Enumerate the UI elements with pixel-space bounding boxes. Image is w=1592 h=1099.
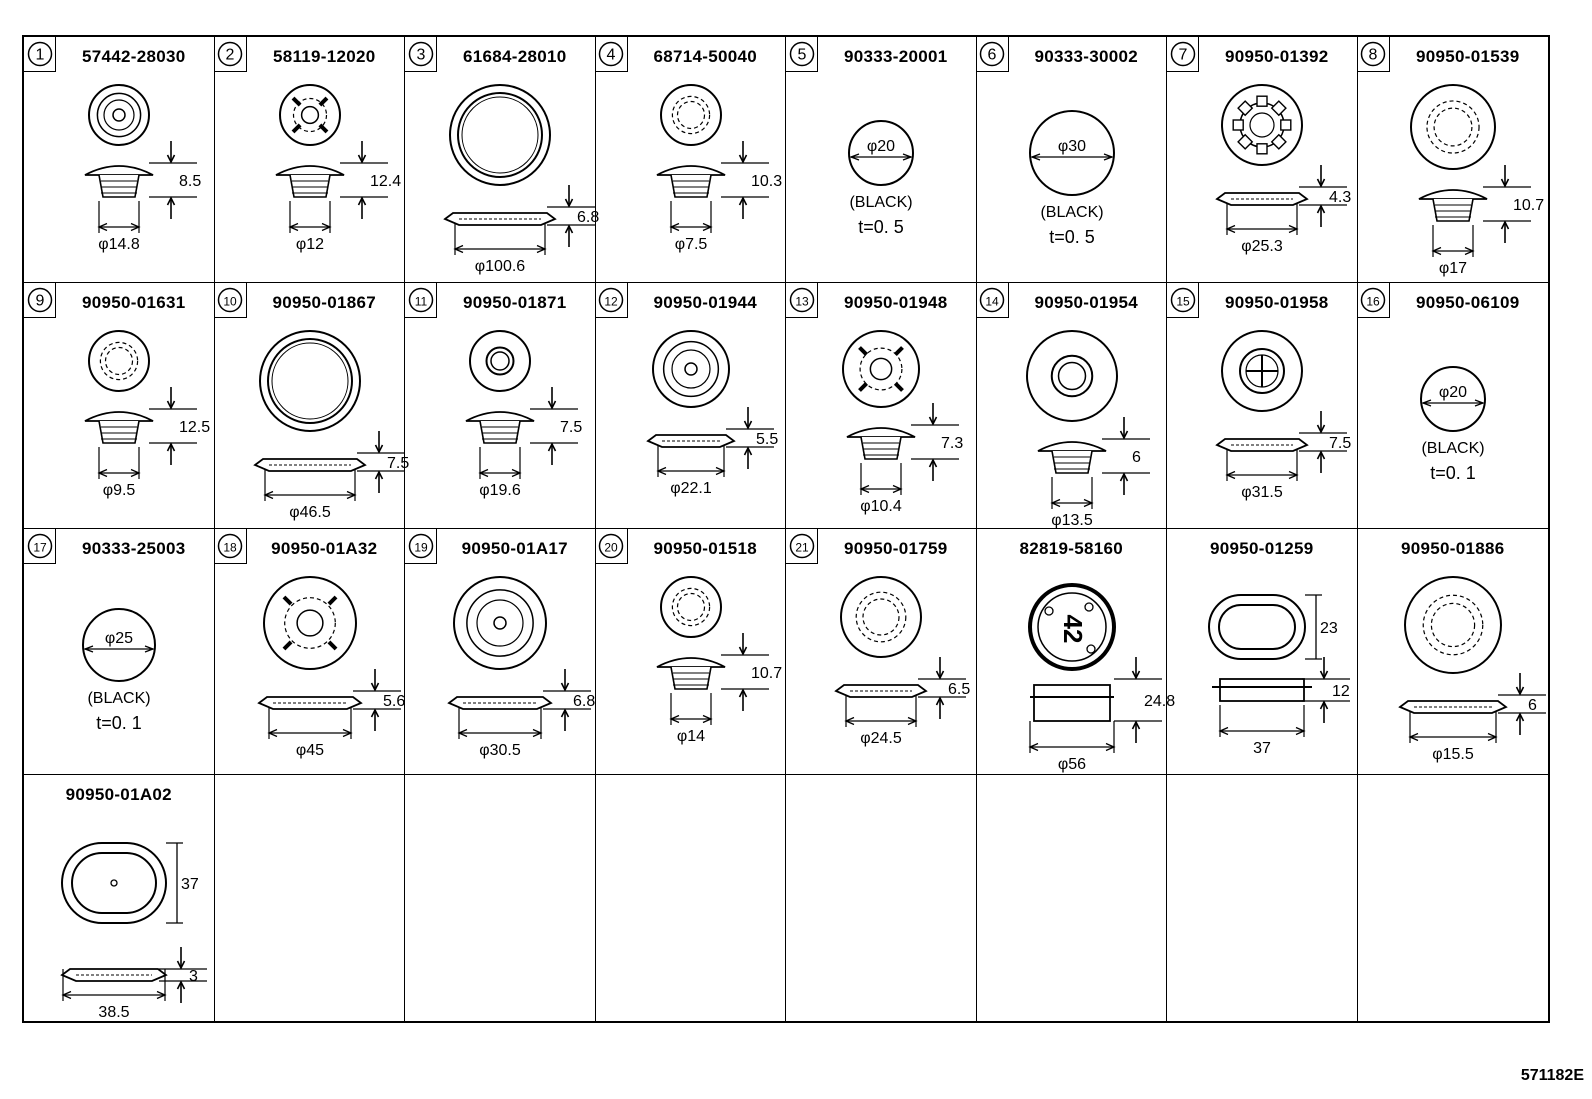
part-cell [24, 775, 215, 1021]
ref-number-badge [596, 283, 628, 318]
ref-number: 5 [797, 46, 806, 64]
height-label: 6.8 [577, 209, 600, 226]
ref-number-badge [405, 529, 437, 564]
height-label: 6.8 [573, 693, 596, 710]
ref-number-badge [786, 37, 818, 72]
part-cell [596, 529, 787, 775]
ref-number: 3 [416, 46, 425, 64]
part-number: 90950-01259 [1209, 539, 1314, 558]
ref-number-badge [24, 283, 56, 318]
part-number: 58119-12020 [272, 47, 376, 66]
empty-cell [1167, 775, 1358, 1021]
height-label: 6 [1527, 697, 1537, 714]
part-figure [215, 321, 409, 527]
part-figure [1358, 75, 1549, 281]
thickness-label: t=0. 5 [1048, 227, 1095, 247]
height-label: 4.3 [1329, 189, 1352, 206]
height-label: 10.7 [1512, 197, 1544, 214]
part-figure [596, 567, 787, 773]
part-drawing [445, 85, 599, 275]
part-number: 90950-01944 [653, 293, 757, 312]
diameter-label: φ25 [104, 630, 134, 647]
ref-number-badge [215, 529, 247, 564]
diameter-label: φ56 [1057, 756, 1086, 773]
part-number: 90950-01392 [1224, 47, 1329, 66]
ref-number-badge [1358, 37, 1390, 72]
part-drawing [259, 577, 405, 759]
part-drawing [657, 577, 782, 745]
part-figure [1167, 567, 1358, 773]
ref-number: 8 [1368, 46, 1378, 64]
height-label: 12.4 [369, 173, 401, 190]
part-figure [405, 567, 596, 773]
height-label-side: 12 [1332, 683, 1350, 700]
color-label: (BLACK) [1420, 440, 1485, 457]
height-label: 7.5 [1329, 435, 1352, 452]
part-number: 90950-01A02 [65, 785, 172, 804]
color-label: (BLACK) [849, 194, 913, 211]
diameter-label: φ15.5 [1431, 746, 1474, 763]
part-number: 90950-01948 [843, 293, 948, 312]
part-figure [215, 75, 406, 281]
ref-number-badge [215, 283, 247, 318]
part-number: 90950-01958 [1224, 293, 1329, 312]
ref-number-badge [786, 529, 818, 564]
part-cell [1167, 283, 1358, 529]
part-cell [1358, 529, 1549, 775]
height-label: 8.5 [179, 173, 202, 190]
height-label: 5.5 [755, 431, 778, 448]
part-figure [786, 321, 977, 527]
diameter-label: φ17 [1438, 260, 1467, 277]
diameter-label: φ25.3 [1241, 238, 1283, 255]
part-drawing [276, 85, 401, 253]
empty-cell [1358, 775, 1549, 1021]
ref-number-badge [1358, 283, 1390, 318]
part-figure [1358, 321, 1549, 527]
ref-number-badge [24, 529, 56, 564]
ref-number: 19 [413, 540, 428, 555]
part-number: 90950-01539 [1415, 47, 1520, 66]
part-figure [977, 321, 1168, 527]
part-drawing [849, 121, 913, 237]
ref-number: 15 [1175, 294, 1190, 309]
ref-number: 4 [606, 46, 616, 64]
part-cell [24, 37, 215, 283]
diameter-label: φ13.5 [1050, 512, 1093, 529]
ref-number-badge [596, 529, 628, 564]
height-label: 6 [1131, 449, 1141, 466]
part-figure [215, 567, 406, 773]
ref-number: 10 [223, 294, 237, 309]
height-label: 5.6 [382, 693, 405, 710]
diameter-label: φ30 [1057, 138, 1086, 155]
part-cell [596, 37, 787, 283]
part-figure [977, 567, 1175, 773]
height-label: 10.3 [750, 173, 782, 190]
ref-number: 21 [794, 540, 809, 555]
part-drawing [85, 85, 201, 253]
part-cell [786, 283, 977, 529]
part-cell [24, 529, 215, 775]
part-cell [405, 37, 600, 283]
drawing-code: 571182E [1520, 1067, 1584, 1084]
ref-number-badge [24, 37, 56, 72]
ref-number: 20 [604, 540, 618, 555]
part-drawing [1411, 85, 1544, 277]
thickness-label: t=0. 1 [1429, 463, 1476, 483]
height-label: 24.8 [1143, 693, 1175, 710]
part-cell [977, 529, 1175, 775]
diameter-label: φ19.6 [479, 482, 521, 499]
part-number: 90950-01886 [1400, 539, 1505, 558]
part-cell [215, 283, 409, 529]
part-figure [1167, 321, 1358, 527]
part-drawing [1421, 367, 1485, 483]
part-drawing [1217, 85, 1351, 255]
part-figure [786, 567, 977, 773]
part-figure [24, 813, 215, 1019]
part-number: 90950-01867 [272, 293, 376, 312]
part-cell [1358, 37, 1549, 283]
part-drawing [62, 843, 207, 1021]
part-cell [786, 529, 977, 775]
height-label: 6.5 [948, 681, 971, 698]
empty-cell [596, 775, 787, 1021]
part-number: 90333-30002 [1034, 47, 1138, 66]
part-drawing [657, 85, 782, 253]
diameter-label: φ100.6 [474, 258, 526, 275]
diameter-label: φ10.4 [860, 498, 902, 515]
part-cell [405, 283, 596, 529]
part-number: 90950-01518 [653, 539, 757, 558]
part-figure [24, 567, 215, 773]
part-number: 90950-01954 [1034, 293, 1138, 312]
ref-number-badge [596, 37, 628, 72]
ref-number-badge [405, 37, 437, 72]
parts-grid [22, 35, 1550, 1023]
ref-number: 17 [32, 540, 47, 555]
part-figure [596, 321, 787, 527]
part-drawing [449, 577, 595, 759]
diameter-label: φ24.5 [860, 730, 902, 747]
part-figure [596, 75, 787, 281]
ref-number: 11 [414, 294, 427, 309]
part-figure [24, 75, 215, 281]
diameter-label: φ45 [295, 742, 324, 759]
ref-number-badge [1167, 37, 1199, 72]
color-label: (BLACK) [87, 690, 151, 707]
part-drawing [843, 331, 963, 515]
ref-number: 2 [225, 46, 235, 64]
part-drawing [1217, 331, 1351, 501]
ref-number: 13 [794, 294, 809, 309]
ref-number-badge [405, 283, 437, 318]
part-drawing [1030, 585, 1175, 773]
part-figure [1358, 567, 1549, 773]
part-figure [1167, 75, 1358, 281]
diameter-label: φ31.5 [1241, 484, 1283, 501]
ref-number: 1 [35, 46, 44, 64]
part-number: 61684-28010 [462, 47, 567, 66]
ref-number: 16 [1366, 294, 1380, 309]
diameter-label: φ14.8 [98, 236, 140, 253]
part-number: 90333-20001 [843, 47, 948, 66]
width-label: 38.5 [98, 1004, 130, 1021]
diameter-label: φ14 [676, 728, 705, 745]
height-label-side: 3 [189, 968, 198, 985]
part-number: 90333-25003 [81, 539, 186, 558]
diameter-label: φ22.1 [669, 480, 712, 497]
ref-number: 14 [985, 294, 999, 309]
thickness-label: t=0. 1 [96, 713, 142, 733]
part-cell [24, 283, 215, 529]
diameter-label: φ30.5 [479, 742, 521, 759]
diameter-label: φ9.5 [102, 482, 136, 499]
height-label: 12.5 [179, 419, 211, 436]
part-cell [405, 529, 596, 775]
part-cell [977, 37, 1168, 283]
ref-number-badge [977, 283, 1009, 318]
part-drawing [836, 577, 970, 747]
ref-number-badge [786, 283, 818, 318]
part-drawing [1400, 577, 1546, 763]
empty-cell [215, 775, 406, 1021]
part-figure [405, 321, 596, 527]
thickness-label: t=0. 5 [858, 217, 904, 237]
part-cell [1358, 283, 1549, 529]
empty-cell [977, 775, 1168, 1021]
empty-cell [786, 775, 977, 1021]
part-drawing [1209, 595, 1350, 757]
diameter-label: φ46.5 [288, 504, 331, 521]
part-number: 90950-01871 [462, 293, 567, 312]
part-number: 68714-50040 [653, 47, 757, 66]
part-cell [786, 37, 977, 283]
part-cell [215, 529, 406, 775]
ref-number-badge [1167, 283, 1199, 318]
width-label: 37 [1253, 740, 1271, 757]
diameter-label: φ12 [295, 236, 324, 253]
part-cell [977, 283, 1168, 529]
height-label: 10.7 [750, 665, 782, 682]
part-number: 57442-28030 [81, 47, 186, 66]
part-drawing [648, 331, 778, 497]
part-number: 90950-01759 [843, 539, 948, 558]
height-label-top: 23 [1320, 620, 1338, 637]
ref-number: 12 [604, 294, 618, 309]
part-cell [596, 283, 787, 529]
height-label-top: 37 [181, 876, 199, 893]
part-number: 82819-58160 [1019, 539, 1123, 558]
ref-number-badge [977, 37, 1009, 72]
ref-number: 6 [987, 46, 997, 64]
height-label: 7.5 [560, 419, 583, 436]
part-number: 90950-06109 [1415, 293, 1520, 312]
color-label: (BLACK) [1039, 204, 1104, 221]
ref-number-badge [215, 37, 247, 72]
height-label: 7.5 [386, 455, 409, 472]
diameter-label: φ20 [1438, 384, 1467, 401]
part-drawing [1030, 111, 1114, 247]
part-drawing [83, 609, 155, 733]
ref-number: 7 [1178, 46, 1187, 64]
part-figure [24, 321, 215, 527]
height-label: 7.3 [941, 435, 964, 452]
part-drawing [255, 331, 409, 521]
ref-number: 9 [35, 292, 44, 310]
diameter-label: φ20 [866, 138, 896, 155]
diameter-label: φ7.5 [674, 236, 707, 253]
part-number: 90950-01631 [81, 293, 186, 312]
part-drawing [1027, 331, 1150, 529]
part-figure [977, 75, 1168, 281]
part-cell [1167, 529, 1358, 775]
mark-42: 42 [1057, 614, 1088, 644]
part-cell [215, 37, 406, 283]
part-figure [786, 75, 977, 281]
part-number: 90950-01A32 [271, 539, 378, 558]
empty-cell [405, 775, 596, 1021]
part-figure [405, 75, 600, 281]
part-drawing [466, 331, 582, 499]
part-number: 90950-01A17 [461, 539, 568, 558]
part-drawing [85, 331, 210, 499]
ref-number: 18 [223, 540, 237, 555]
part-cell [1167, 37, 1358, 283]
